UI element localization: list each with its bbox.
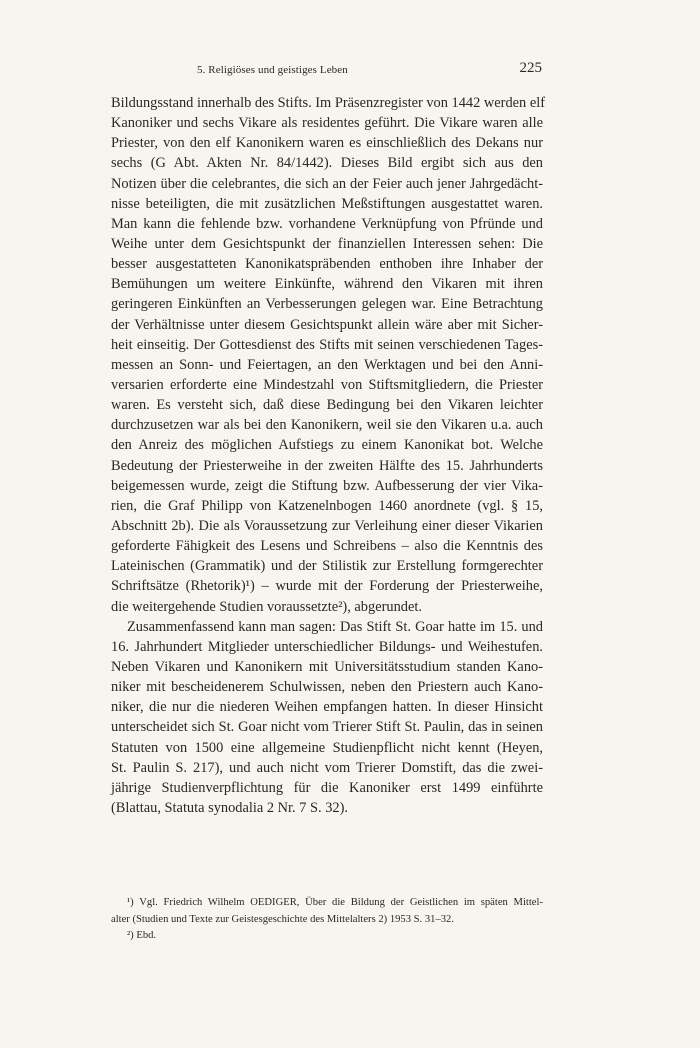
body-line: durchzusetzen war als bei den Kanonikern, weil sie den Vikaren u.a. auch bbox=[111, 417, 543, 434]
body-line: St. Paulin S. 217), und auch nicht vom Trierer Domstift, das die zwei- bbox=[111, 759, 543, 776]
body-line: Bemühungen um weitere Einkünfte, während den Vikaren mit ihren bbox=[111, 276, 543, 293]
body-line: Man kann die fehlende bzw. vorhandene Verknüpfung von Pfründe und bbox=[111, 215, 543, 232]
body-line: nisse beteiligten, die mit zusätzlichen Meßstiftungen ausgestattet waren. bbox=[111, 195, 543, 212]
body-line: die weitergehende Studien voraussetzte²), abgerundet. bbox=[111, 598, 422, 615]
body-line: waren. Es versteht sich, daß diese Bedingung bei den Vikaren leichter bbox=[111, 397, 543, 414]
body-line: Kanoniker und sechs Vikare als residentes geführt. Die Vikare waren alle bbox=[111, 115, 543, 132]
body-line: Lateinischen (Grammatik) und der Stilistik zur Erstellung formgerechter bbox=[111, 558, 543, 575]
body-line: geringeren Einkünften an Verbesserungen gelegen war. Eine Betrachtung bbox=[111, 296, 543, 313]
footnote-line: alter (Studien und Texte zur Geistesgeschichte des Mittelalters 2) 1953 S. 31–32. bbox=[111, 913, 454, 925]
body-line: geforderte Fähigkeit des Lesens und Schreibens – also die Kenntnis des bbox=[111, 538, 543, 555]
body-line: sechs (G Abt. Akten Nr. 84/1442). Dieses Bild ergibt sich aus den bbox=[111, 155, 543, 172]
body-line: den Anreiz des möglichen Aufstiegs zu einem Kanonikat bot. Welche bbox=[111, 437, 543, 454]
body-line: beigemessen wurde, zeigt die Stiftung bzw. Aufbesserung der vier Vika- bbox=[111, 477, 543, 494]
body-line: Zusammenfassend kann man sagen: Das Stift St. Goar hatte im 15. und bbox=[127, 618, 543, 635]
body-line: niker mit bescheidenerem Schulwissen, neben den Priestern auch Kano- bbox=[111, 679, 543, 696]
body-line: (Blattau, Statuta synodalia 2 Nr. 7 S. 32). bbox=[111, 799, 349, 816]
body-line: versarien erforderte eine Mindestzahl von Stiftsmitgliedern, die Priester bbox=[111, 376, 543, 393]
body-line: Priester, von den elf Kanonikern waren es einschließlich des Dekans nur bbox=[111, 135, 543, 152]
body-line: messen an Sonn- und Feiertagen, an den Werktagen und bei den Anni- bbox=[111, 356, 543, 373]
body-line: der Verhältnisse unter diesem Gesichtspunkt allein wäre aber mit Sicher- bbox=[111, 316, 543, 333]
body-line: heit einseitig. Der Gottesdienst des Stifts mit seinen verschiedenen Tages- bbox=[111, 336, 543, 353]
section-title: 5. Religiöses und geistiges Leben bbox=[197, 64, 348, 76]
page-number: 225 bbox=[519, 60, 542, 76]
body-line: Weihe unter dem Gesichtspunkt der finanziellen Interessen sehen: Die bbox=[111, 235, 543, 252]
body-line: Neben Vikaren und Kanonikern mit Universitätsstudium standen Kano- bbox=[111, 658, 543, 675]
body-line: niker, die nur die niederen Weihen empfangen hatten. In dieser Hinsicht bbox=[111, 699, 543, 716]
running-head bbox=[112, 60, 542, 80]
body-line: Bedeutung der Priesterweihe in der zweiten Hälfte des 15. Jahrhunderts bbox=[111, 457, 543, 474]
footnote-line: ²) Ebd. bbox=[127, 930, 157, 941]
body-line: Schriftsätze (Rhetorik)¹) – wurde mit der Forderung der Priesterweihe, bbox=[111, 578, 543, 595]
body-line: Notizen über die celebrantes, die sich an der Feier auch jener Jahrgedächt- bbox=[111, 175, 543, 192]
footnotes bbox=[111, 895, 543, 945]
body-line: besser ausgestatteten Kanonikatspräbenden enthoben ihre Inhaber der bbox=[111, 256, 543, 273]
body-line: Bildungsstand innerhalb des Stifts. Im Präsenzregister von 1442 werden elf bbox=[111, 95, 546, 111]
body-line: jährige Studienverpflichtung für die Kanoniker erst 1499 einführte bbox=[111, 779, 543, 796]
body-line: Abschnitt 2b). Die als Voraussetzung zur Verleihung einer dieser Vikarien bbox=[111, 517, 543, 534]
body-text bbox=[111, 93, 546, 818]
footnote-line: ¹) Vgl. Friedrich Wilhelm OEDIGER, Über die Bildung der Geistlichen im späten Mittel- bbox=[127, 897, 543, 908]
body-line: 16. Jahrhundert Mitglieder unterschiedlicher Bildungs- und Weihestufen. bbox=[111, 638, 543, 655]
body-line: unterscheidet sich St. Goar nicht vom Trierer Stift St. Paulin, das in seinen bbox=[111, 719, 543, 736]
body-line: rien, die Graf Philipp von Katzenelnbogen 1460 anordnete (vgl. § 15, bbox=[111, 497, 543, 514]
body-line: Statuten von 1500 eine allgemeine Studienpflicht nicht kennt (Heyen, bbox=[111, 739, 543, 756]
